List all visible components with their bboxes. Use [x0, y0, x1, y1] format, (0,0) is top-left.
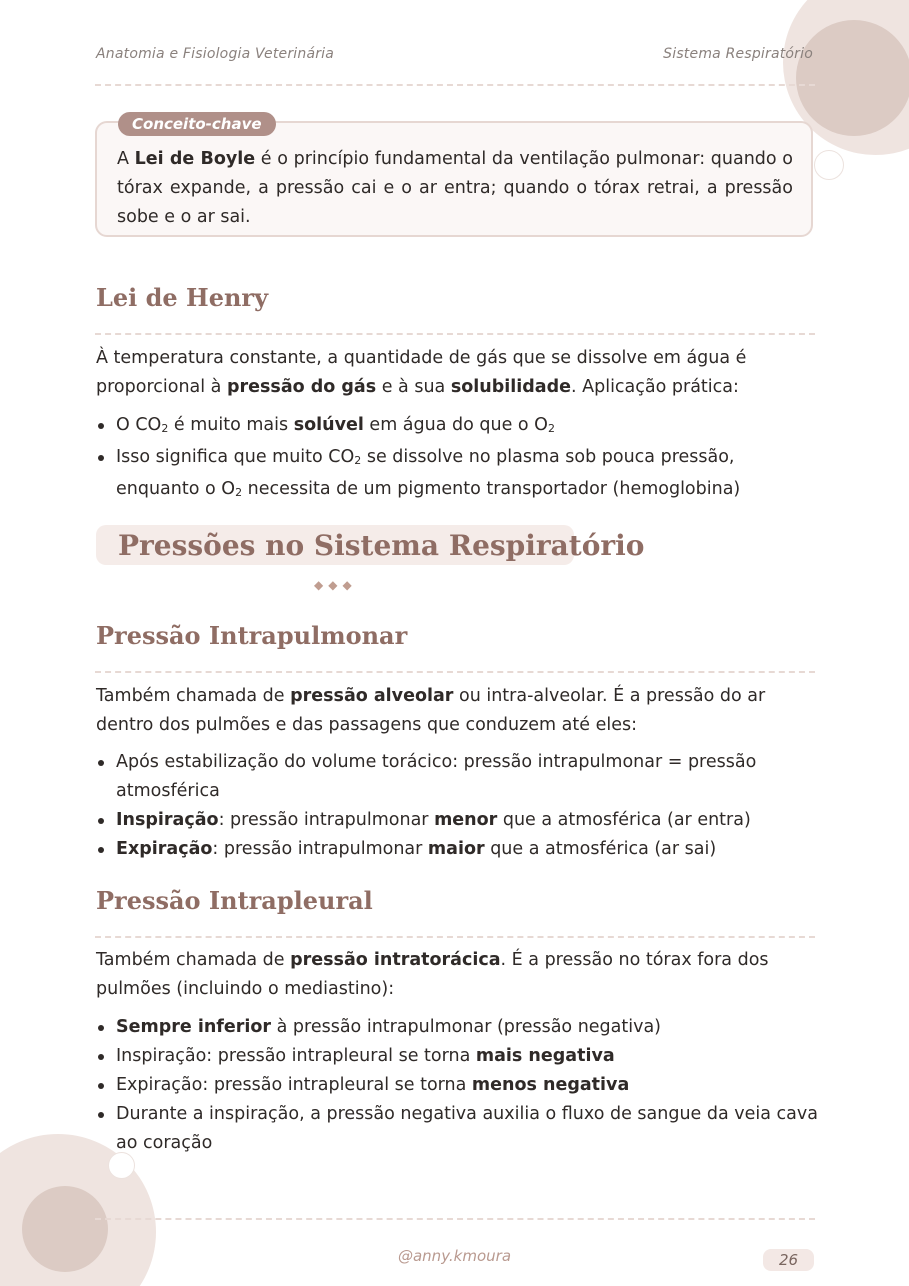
intrapleural-bullets — [96, 1013, 818, 1158]
section-divider — [95, 671, 815, 673]
list-item: Inspiração: pressão intrapulmonar menor que a atmosférica (ar entra) — [96, 806, 818, 835]
page-number: 26 — [763, 1249, 814, 1271]
heading-lei-de-henry: Lei de Henry — [96, 283, 269, 312]
list-item: Expiração: pressão intrapleural se torna menos negativa — [96, 1071, 818, 1100]
list-item: Inspiração: pressão intrapleural se torna mais negativa — [96, 1042, 818, 1071]
list-item: O $CO_2$ é muito mais solúvel em água do que o $O_2$ — [96, 411, 818, 443]
decorative-circle — [796, 20, 909, 136]
section-divider — [95, 936, 815, 938]
section-title: Pressões no Sistema Respiratório — [118, 529, 645, 562]
decorative-ring — [814, 150, 844, 180]
heading-pressao-intrapleural: Pressão Intrapleural — [96, 886, 373, 915]
intrapulmonar-bullets — [96, 748, 818, 864]
key-concept-text: A Lei de Boyle é o princípio fundamental da ventilação pulmonar: quando o tórax expande, a pressão cai e o ar entra; quando o tórax retrai, a pressão sobe e o ar sai. — [117, 149, 793, 227]
list-item: Expiração: pressão intrapulmonar maior que a atmosférica (ar sai) — [96, 835, 818, 864]
key-concept-tag: Conceito-chave — [118, 112, 276, 136]
section-divider — [95, 333, 815, 335]
list-item: Durante a inspiração, a pressão negativa auxilia o fluxo de sangue da veia cava ao coração — [96, 1100, 818, 1158]
diamond-ornament: ◆◆◆ — [314, 578, 357, 592]
henry-bullets — [96, 411, 818, 507]
running-header-right: Sistema Respiratório — [663, 46, 813, 62]
footer-divider — [95, 1218, 815, 1220]
intrapulmonar-intro: Também chamada de pressão alveolar ou intra-alveolar. É a pressão do ar dentro dos pulmões e das passagens que conduzem até eles: — [96, 686, 766, 735]
list-item: Sempre inferior à pressão intrapulmonar (pressão negativa) — [96, 1013, 818, 1042]
heading-pressao-intrapulmonar: Pressão Intrapulmonar — [96, 621, 408, 650]
author-handle: @anny.kmoura — [397, 1247, 512, 1265]
header-divider — [95, 84, 815, 86]
henry-intro: À temperatura constante, a quantidade de gás que se dissolve em água é proporcional à pressão do gás e à sua solubilidade. Aplicação prática: — [96, 348, 747, 397]
list-item: Isso significa que muito $CO_2$ se dissolve no plasma sob pouca pressão, enquanto o $O_2$ necessita de um pigmento transportador (hemoglobina) — [96, 443, 818, 507]
list-item: Após estabilização do volume torácico: pressão intrapulmonar = pressão atmosférica — [96, 748, 818, 806]
intrapleural-intro: Também chamada de pressão intratorácica. É a pressão no tórax fora dos pulmões (incluindo o mediastino): — [96, 950, 769, 999]
running-header-left: Anatomia e Fisiologia Veterinária — [96, 46, 335, 62]
